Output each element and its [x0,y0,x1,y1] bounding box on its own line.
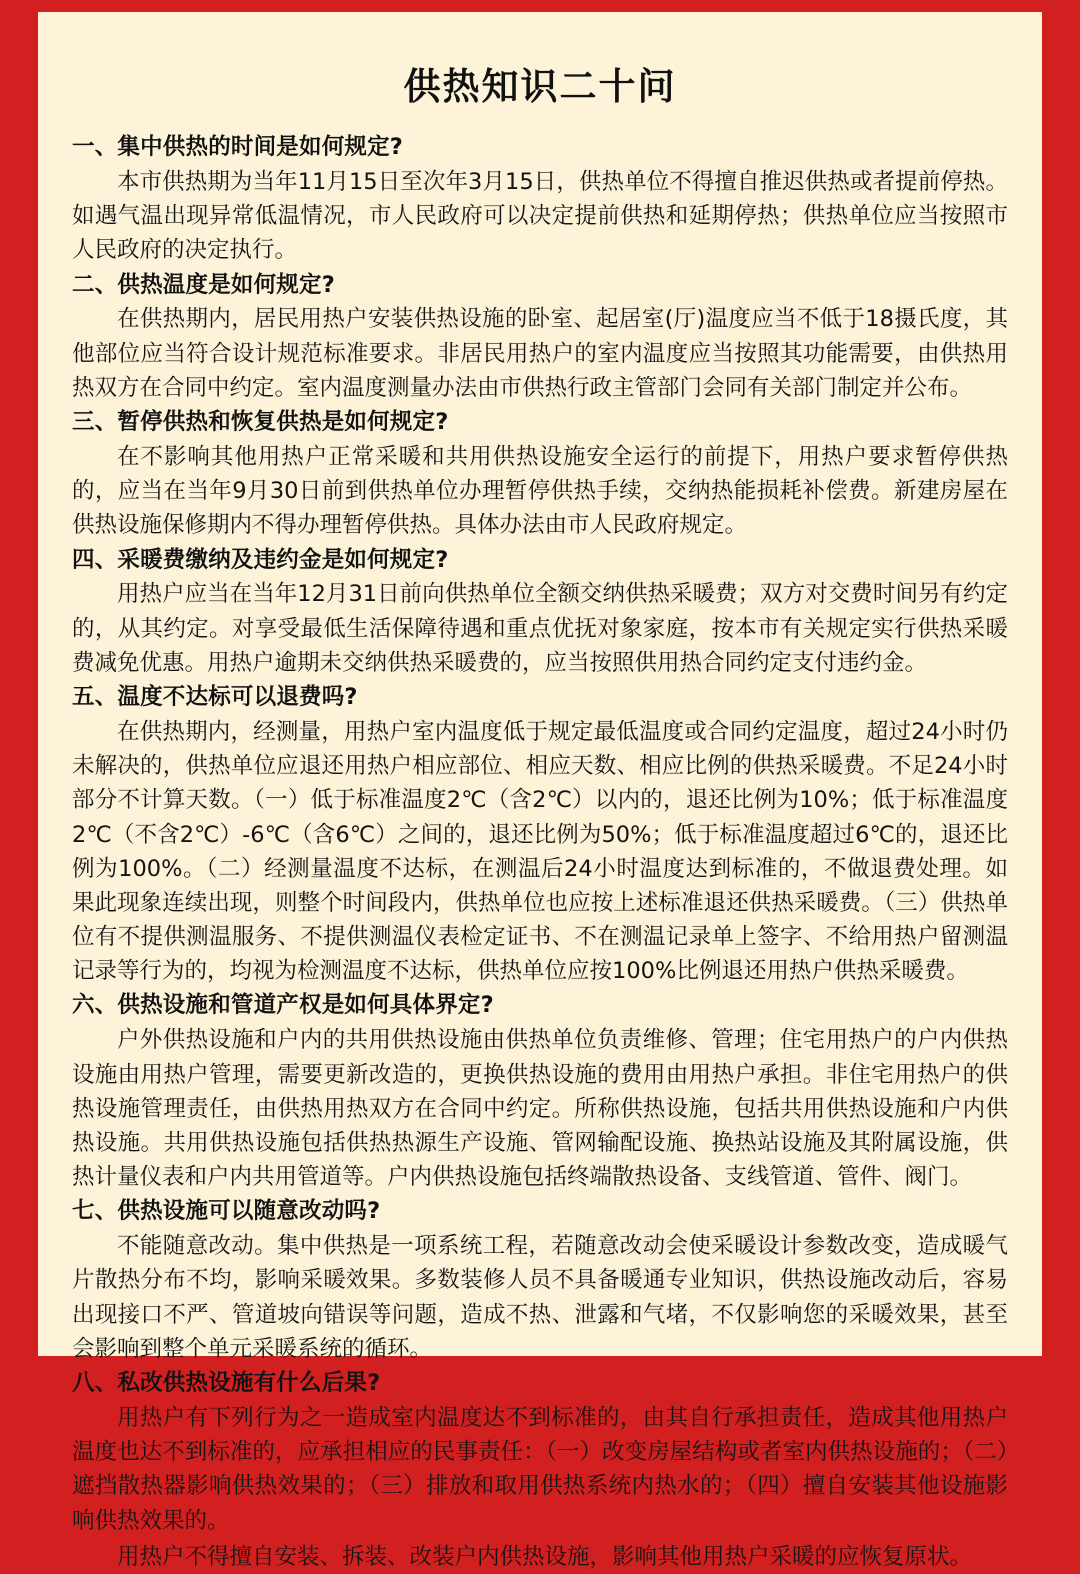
question-4: 四、采暖费缴纳及违约金是如何规定? [72,546,449,573]
page-title: 供热知识二十问 [403,65,677,108]
answer-1: 本市供热期为当年11月15日至次年3月15日，供热单位不得擅自推迟供热或者提前停热。如遇气温出现异常低温情况，市人民政府可以决定提前供热和延期停热；供热单位应当按照市人民政府的决定执行。 [72,168,1008,264]
question-3: 三、暂停供热和恢复供热是如何规定? [72,409,449,435]
question-1: 一、集中供热的时间是如何规定? [72,134,404,160]
qa-item-7 [72,1196,1008,1366]
qa-item-8 [72,1368,1008,1574]
answer-3: 在不影响其他用热户正常采暖和共用供热设施安全运行的前提下，用热户要求暂停供热的，应当在当年9月30日前到供热单位办理暂停供热手续，交纳热能损耗补偿费。新建房屋在供热设施保修期内不得办理暂停供热。具体办法由市人民政府规定。 [72,443,1008,539]
poster-card [38,12,1042,1570]
qa-item-6 [72,990,1008,1194]
question-5: 五、温度不达标可以退费吗? [72,684,358,710]
answer-2: 在供热期内，居民用热户安装供热设施的卧室、起居室(厅)温度应当不低于18摄氏度，其他部位应当符合设计规范标准要求。非居民用热户的室内温度应当按照其功能需要，由供热用热双方在合同中约定。室内温度测量办法由市供热行政主管部门会同有关部门制定并公布。 [72,306,1008,401]
qa-item-1 [72,132,1008,268]
question-2: 二、供热温度是如何规定? [72,271,335,298]
answer-5: 在供热期内，经测量，用热户室内温度低于规定最低温度或合同约定温度，超过24小时仍未解决的，供热单位应退还用热户相应部位、相应天数、相应比例的供热采暖费。不足24小时部分不计算天数。（一）低于标准温度2℃（含2℃）以内的，退还比例为10%；低于标准温度2℃（不含2℃）-6℃（含6℃）之间的，退还比例为50%；低于标准温度超过6℃的，退还比例为100%。（二）经测量温度不达标，在测温后24小时温度达到标准的，不做退费处理。如果此现象连续出现，则整个时间段内，供热单位也应按上述标准退还供热采暖费。（三）供热单位有不提供测温服务、不提供测温仪表检定证书、不在测温记录单上签字、不给用热户留测温记录等行为的，均视为检测温度不达标，供热单位应按100%比例退还用热户供热采暖费。 [72,718,1008,985]
answer-4: 用热户应当在当年12月31日前向供热单位全额交纳供热采暖费；双方对交费时间另有约定的，从其约定。对享受最低生活保障待遇和重点优抚对象家庭，按本市有关规定实行供热采暖费减免优惠。用热户逾期未交纳供热采暖费的，应当按照供用热合同约定支付违约金。 [72,581,1008,676]
answer-8-extra: 用热户不得擅自安装、拆装、改装户内供热设施，影响其他用热户采暖的应恢复原状。 [117,1543,973,1570]
qa-item-5 [72,682,1008,988]
answer-7: 不能随意改动。集中供热是一项系统工程，若随意改动会使采暖设计参数改变，造成暖气片散热分布不均，影响采暖效果。多数装修人员不具备暖通专业知识，供热设施改动后，容易出现接口不严、管道坡向错误等问题，造成不热、泄露和气堵，不仅影响您的采暖效果，甚至会影响到整个单元采暖系统的循环。 [72,1233,1008,1362]
question-7: 七、供热设施可以随意改动吗? [72,1198,381,1225]
qa-item-2 [72,270,1008,406]
qa-item-4 [72,545,1008,681]
answer-6: 户外供热设施和户内的共用供热设施由供热单位负责维修、管理；住宅用热户的户内供热设施由用热户管理，需要更新改造的，更换供热设施的费用由用热户承担。非住宅用热户的供热设施管理责任，由供热用热双方在合同中约定。所称供热设施，包括共用供热设施和户内供热设施。共用供热设施包括供热热源生产设施、管网输配设施、换热站设施及其附属设施，供热计量仪表和户内共用管道等。户内供热设施包括终端散热设备、支线管道、管件、阀门。 [72,1027,1008,1191]
qa-item-3 [72,407,1008,543]
answer-8: 用热户有下列行为之一造成室内温度达不到标准的，由其自行承担责任，造成其他用热户温度也达不到标准的，应承担相应的民事责任：（一）改变房屋结构或者室内供热设施的；（二）遮挡散热器影响供热效果的；（三）排放和取用供热系统内热水的；（四）擅自安装其他设施影响供热效果的。 [72,1404,1008,1534]
question-6: 六、供热设施和管道产权是如何具体界定? [72,992,494,1019]
question-8: 八、私改供热设施有什么后果? [72,1370,381,1396]
